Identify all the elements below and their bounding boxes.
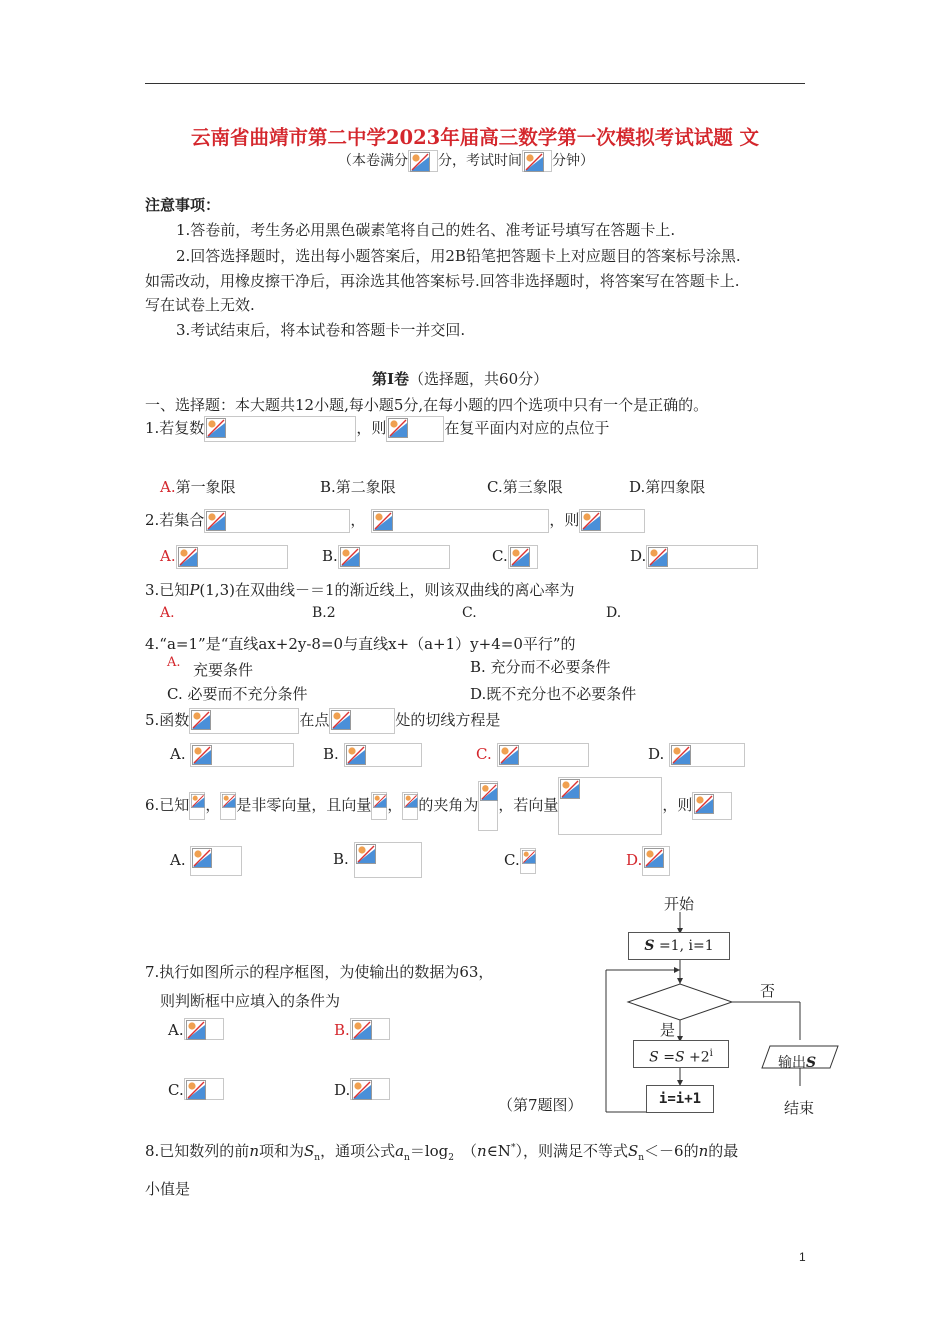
formula-image-icon: [669, 743, 745, 767]
q7-option-d-label: D.: [334, 1081, 351, 1099]
q7-option-c-label: C.: [168, 1081, 184, 1099]
notice-item-2: 2.回答选择题时，选出每小题答案后，用2B铅笔把答题卡上对应题目的答案标号涂黑.: [176, 247, 741, 265]
formula-image-icon: [402, 792, 418, 820]
flow-s-var: S: [674, 1049, 685, 1066]
formula-image-icon: [184, 1078, 224, 1100]
q3-text-a: 3.已知: [145, 581, 190, 599]
formula-image-icon: [478, 781, 498, 831]
q8-var-n: n: [698, 1142, 709, 1160]
flow-no-label: 否: [760, 982, 776, 1000]
q6-option-d-label: D.: [626, 851, 643, 869]
flow-end: 结束: [784, 1099, 815, 1117]
q5-option-c-label: C.: [476, 745, 492, 763]
flow-plus: +2: [688, 1049, 710, 1066]
q6-option-a: [170, 844, 242, 876]
top-rule: [145, 83, 805, 84]
section-note: （选择题，共60分）: [409, 370, 549, 388]
q2-text-c: ，则: [549, 511, 580, 529]
q5-option-a: [170, 741, 294, 767]
q8-var-n: n: [477, 1142, 487, 1160]
q1-option-b: B.第二象限: [320, 478, 396, 496]
formula-image-icon: [642, 846, 670, 876]
q3-option-a: A.: [160, 605, 175, 621]
q5-text-c: 处的切线方程是: [395, 711, 501, 729]
q5-text-b: 在点: [299, 711, 330, 729]
formula-image-icon: [386, 416, 444, 442]
q4-option-c: C. 必要而不充分条件: [167, 685, 308, 703]
flow-incr-box: i=i+1: [646, 1085, 714, 1113]
q7-option-a: [168, 1018, 224, 1042]
q8-text-b: 项和为: [258, 1142, 304, 1160]
q8-text-f: ∈N: [486, 1142, 511, 1160]
q3-option-d: D.: [606, 605, 622, 621]
q8-text-c: ，通项公式: [320, 1142, 396, 1160]
q3-option-b: B.2: [312, 605, 336, 621]
q2-option-d: [630, 543, 758, 569]
formula-image-icon: [350, 1018, 390, 1040]
formula-image-icon: [371, 792, 387, 820]
q1-option-d: D.第四象限: [629, 478, 706, 496]
q1-option-a: [160, 476, 236, 497]
flow-s-var: S: [644, 938, 655, 954]
formula-image-icon: [344, 743, 422, 767]
notice-heading: 注意事项：: [145, 196, 221, 214]
formula-image-icon: [508, 545, 538, 569]
formula-image-icon: [329, 708, 395, 734]
q7-option-c: [168, 1078, 224, 1102]
formula-image-icon: [579, 509, 645, 533]
q6-text-b: ，: [205, 796, 221, 814]
q6-option-c-label: C.: [504, 851, 520, 869]
q8-text-a: 8.已知数列的前: [145, 1142, 250, 1160]
flow-yes-label: 是: [660, 1021, 676, 1039]
q8-var-s: S: [627, 1142, 639, 1160]
flow-s-var: S: [806, 1055, 817, 1071]
q2-option-b-label: B.: [322, 547, 338, 565]
question-1: [145, 414, 609, 442]
q2-option-c: [492, 543, 538, 569]
flowchart: [600, 890, 850, 1130]
q5-option-a-label: A.: [170, 745, 186, 763]
q4-option-b: B. 充分而不必要条件: [470, 658, 611, 676]
question-8-line-2: 小值是: [145, 1180, 191, 1198]
q8-text-d: ＝log: [409, 1142, 449, 1160]
q8-sub: n: [314, 1153, 321, 1163]
formula-image-icon: [176, 545, 288, 569]
flow-init-text: =1, i=1: [658, 938, 714, 954]
q4-option-d: D.既不充分也不必要条件: [470, 685, 637, 703]
question-4: 4.“a=1”是“直线ax+2y-8=0与直线x+（a+1）y+4=0平行”的: [145, 635, 576, 653]
q6-option-b: [333, 840, 422, 878]
formula-image-icon: [646, 545, 758, 569]
q1-option-a-label: A.: [160, 478, 176, 496]
formula-image-icon: [350, 1078, 390, 1100]
q8-text-i: 的最: [708, 1142, 739, 1160]
subtitle-a: （本卷满分: [338, 153, 408, 169]
formula-image-icon: [497, 743, 589, 767]
page-title: 云南省曲靖市第二中学2023年届高三数学第一次模拟考试试题 文: [190, 126, 760, 149]
formula-image-icon: [189, 792, 205, 820]
notice-item-3: 3.考试结束后，将本试卷和答题卡一并交回.: [176, 321, 466, 339]
q8-var-a: a: [395, 1142, 405, 1160]
formula-image-icon: [190, 846, 242, 876]
formula-image-icon: [189, 708, 299, 734]
q2-option-a: [160, 543, 288, 569]
flow-exp: i: [709, 1048, 713, 1059]
subtitle-c: 分钟）: [552, 153, 594, 169]
q1-option-a-text: 第一象限: [175, 478, 236, 496]
question-8: [145, 1140, 738, 1163]
q4-option-a-label: A.: [167, 655, 181, 670]
q8-star: *: [510, 1143, 516, 1153]
question-7-line-2: 则判断框中应填入的条件为: [160, 992, 341, 1010]
q7-option-a-label: A.: [168, 1021, 184, 1039]
q3-text-b: (1,3)在双曲线－＝1的渐近线上，则该双曲线的离心率为: [199, 581, 575, 599]
q6-text-a: 6.已知: [145, 796, 190, 814]
q2-option-b: [322, 543, 450, 569]
notice-item-2-end: 写在试卷上无效.: [145, 296, 255, 314]
q2-option-c-label: C.: [492, 547, 508, 565]
q4-option-a-text: 充要条件: [193, 661, 254, 679]
q6-option-c: [504, 844, 536, 876]
formula-image-icon: [204, 509, 350, 533]
q8-var-n: n: [249, 1142, 259, 1160]
q8-text-e: （: [462, 1142, 478, 1160]
page-number: 1: [799, 1250, 806, 1264]
q1-text-a: 1.若复数: [145, 419, 205, 437]
formula-image-icon: [354, 842, 422, 878]
q2-option-a-label: A.: [160, 547, 176, 565]
formula-image-icon: [692, 792, 732, 820]
q8-log-base: 2: [448, 1153, 455, 1163]
formula-image-icon: [338, 545, 450, 569]
notice-item-1: 1.答卷前，考生务必用黑色碳素笔将自己的姓名、准考证号填写在答题卡上.: [176, 221, 676, 239]
q5-option-b-label: B.: [323, 745, 339, 763]
section-title: [372, 368, 548, 389]
q8-var-s: S: [304, 1142, 315, 1160]
formula-image-icon: [520, 848, 536, 874]
q6-option-b-label: B.: [333, 850, 349, 868]
q5-text-a: 5.函数: [145, 711, 190, 729]
q1-option-c: C.第三象限: [487, 478, 563, 496]
q6-option-a-label: A.: [170, 851, 186, 869]
section-label: 第Ⅰ卷: [372, 370, 410, 388]
q6-text-d: ，: [387, 796, 403, 814]
flow-start: 开始: [664, 895, 695, 913]
flow-output: [778, 1052, 816, 1072]
q8-sub: n: [638, 1153, 645, 1163]
q6-text-e: 的夹角为: [418, 796, 479, 814]
flow-eq: =: [663, 1049, 675, 1066]
question-7-line-1: 7.执行如图所示的程序框图，为使输出的数据为63，: [145, 963, 494, 981]
subtitle: [338, 150, 594, 172]
q8-text-g: ），则满足不等式: [515, 1142, 628, 1160]
formula-image-icon: [204, 416, 356, 442]
q3-option-c: C.: [462, 605, 477, 621]
question-3: [145, 579, 575, 600]
q8-sub: n: [404, 1153, 410, 1163]
q2-text-a: 2.若集合: [145, 511, 205, 529]
q1-text-b: ，则: [356, 419, 387, 437]
q2-text-b: ，: [350, 511, 366, 529]
q6-text-g: ，则: [662, 796, 693, 814]
q5-option-d-label: D.: [648, 745, 665, 763]
q8-text-h: ＜－6的: [644, 1142, 699, 1160]
flow-s-var: S: [649, 1049, 659, 1066]
question-2: [145, 506, 645, 534]
q2-option-d-label: D.: [630, 547, 647, 565]
q6-text-f: ，若向量: [498, 796, 559, 814]
formula-image-icon: [220, 792, 236, 820]
image-placeholder-icon: [408, 150, 438, 172]
q5-option-b: [323, 741, 422, 767]
q6-option-d: [626, 844, 670, 876]
formula-image-icon: [190, 743, 294, 767]
formula-image-icon: [184, 1018, 224, 1040]
section-intro: 一、选择题：本大题共12小题,每小题5分,在每小题的四个选项中只有一个是正确的。: [145, 396, 709, 414]
q5-option-c: [476, 741, 589, 767]
subtitle-b: 分，考试时间: [438, 153, 522, 169]
flow-update-box: [633, 1040, 729, 1068]
question-6: [145, 775, 732, 835]
notice-item-2-cont: 如需改动，用橡皮擦干净后，再涂选其他答案标号.回答非选择题时，将答案写在答题卡上.: [145, 272, 740, 290]
flow-output-text: 输出: [778, 1055, 806, 1071]
formula-image-icon: [558, 777, 662, 835]
q7-option-b-label: B.: [334, 1021, 350, 1039]
question-5: [145, 706, 500, 734]
q7-option-d: [334, 1078, 390, 1102]
q6-text-c: 是非零向量，且向量: [236, 796, 372, 814]
q7-figure-caption: （第7题图）: [498, 1096, 583, 1114]
image-placeholder-icon: [522, 150, 552, 172]
q3-point: P: [189, 581, 200, 599]
q1-text-c: 在复平面内对应的点位于: [444, 419, 610, 437]
flow-init-box: [628, 932, 730, 960]
formula-image-icon: [371, 509, 549, 533]
q7-option-b: [334, 1018, 390, 1042]
q5-option-d: [648, 741, 745, 767]
